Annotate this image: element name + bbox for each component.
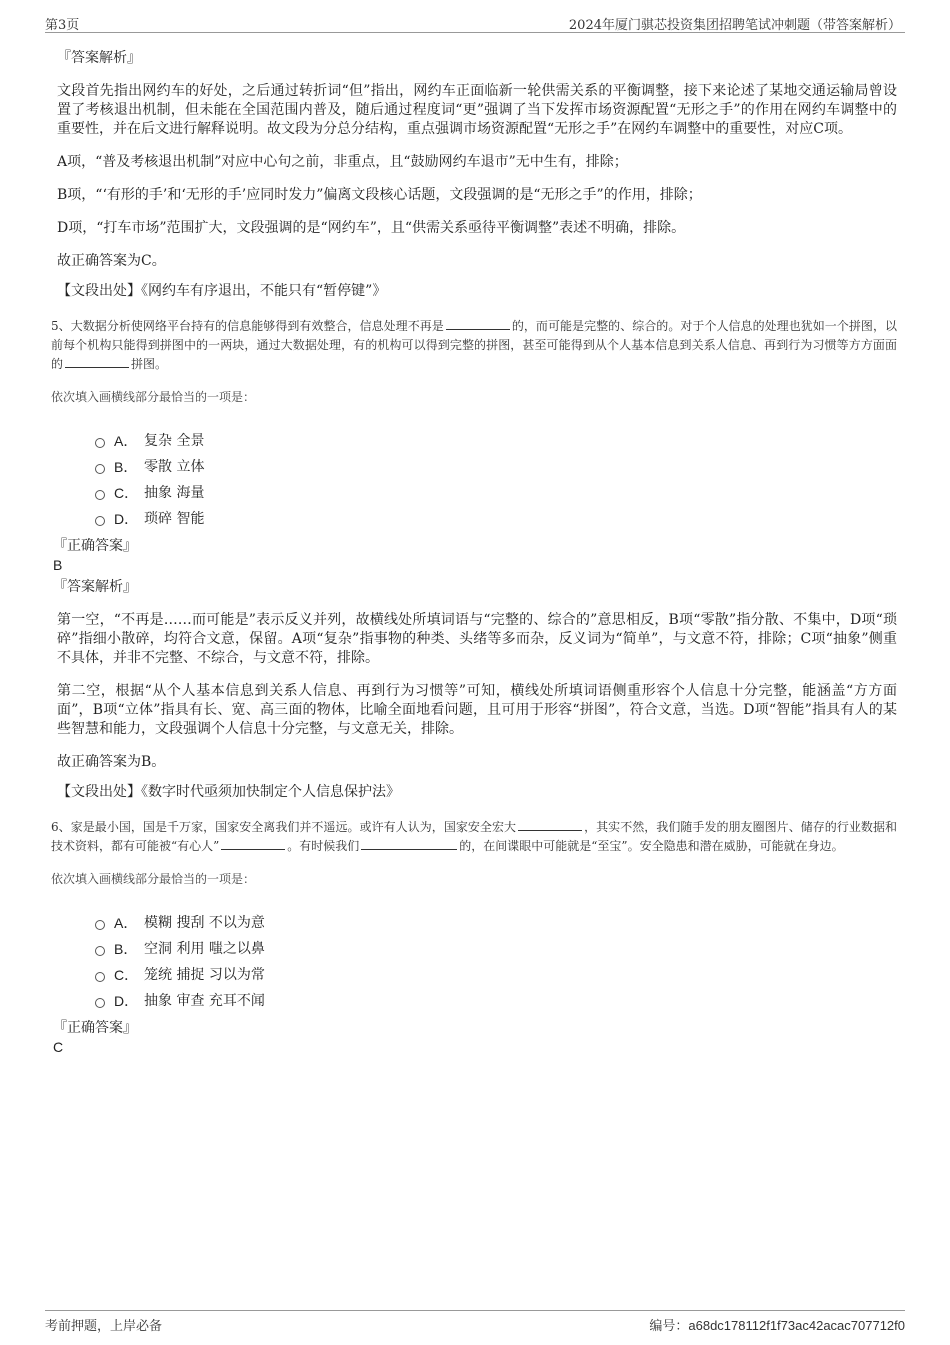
q5-answer-label: 『正确答案』 (53, 538, 137, 554)
q5-prompt: 依次填入画横线部分最恰当的一项是： (51, 390, 256, 404)
q5-text-a: 5、大数据分析使网络平台持有的信息能够得到有效整合，信息处理不再是 (51, 319, 444, 333)
q5-analysis-p2: 第二空，根据“从个人基本信息到关系人信息、再到行为习惯等”可知，横线处所填词语侧重形容个人信息十分完整，能涵盖“方方面面”，B项“立体”指具有长、宽、高三面的物体，比喻全面地看问题，且可用于形容“拼图”，符合文意，当选。D项“智能”指具有人的某些智慧和能力，文段强调个人信息十分完整，与文意无关，排除。 (57, 683, 897, 737)
document-title: 2024年厦门骐芯投资集团招聘笔试冲刺题（带答案解析） (568, 18, 901, 33)
radio-icon[interactable] (95, 438, 105, 448)
q6-blank-1 (518, 818, 582, 831)
q6-option-c[interactable]: C． 笼统 捕捉 习以为常 (95, 962, 897, 988)
q6-text-c: 。有时候我们 (287, 839, 360, 853)
q6-options (95, 910, 897, 1014)
radio-icon[interactable] (95, 998, 105, 1008)
q4-analysis-p2: A项，“普及考核退出机制”对应中心句之前，非重点，且“鼓励网约车退市”无中生有，排除； (57, 154, 628, 170)
q6-text-b: ，其实不然，我们随手发的朋友圈图片、储存的行业数据和技术资料，都有可能被“有心人” (51, 820, 897, 853)
q5-answer: B (53, 557, 63, 573)
page-header (45, 12, 905, 33)
q4-conclusion: 故正确答案为C。 (57, 253, 166, 269)
q6-option-d[interactable]: D． 抽象 审查 充耳不闻 (95, 988, 897, 1014)
q5-analysis-p1: 第一空，“不再是……而可能是”表示反义并列，故横线处所填词语与“完整的、综合的”意思相反，B项“零散”指分散、不集中，D项“琐碎”指细小散碎，均符合文意，保留。A项“复杂”指事物的种类、头绪等多而杂，反义词为“简单”，与文意不符，排除；C项“抽象”侧重不具体，并非不完整、不综合，与文意不符，排除。 (57, 612, 897, 666)
q6-text-a: 6、家是最小国，国是千万家，国家安全离我们并不遥远。或许有人认为，国家安全宏大 (51, 820, 517, 834)
q4-source: 【文段出处】《网约车有序退出，不能只有“暂停键”》 (57, 283, 387, 299)
q6-question (51, 818, 897, 856)
q4-analysis-p1: 文段首先指出网约车的好处，之后通过转折词“但”指出，网约车正面临新一轮供需关系的平衡调整，接下来论述了某地交通运输局曾设置了考核退出机制，但未能在全国范围内普及，随后通过程度词“更”强调了当下发挥市场资源配置“无形之手”的作用在网约车调整中的重要性，并在后文进行解释说明。故文段为分总分结构，重点强调市场资源配置“无形之手”在网约车调整中的重要性，对应C项。 (57, 83, 897, 137)
q5-analysis-label: 『答案解析』 (53, 579, 137, 595)
q6-answer: C (53, 1039, 64, 1055)
q5-question (51, 317, 897, 374)
footer-slogan: 考前押题，上岸必备 (45, 1319, 163, 1334)
q5-option-a[interactable]: A． 复杂 全景 (95, 428, 897, 454)
q5-source: 【文段出处】《数字时代亟须加快制定个人信息保护法》 (57, 784, 400, 800)
page-footer (45, 1310, 905, 1334)
q5-blank-2 (65, 355, 129, 368)
page-number: 第3页 (45, 18, 80, 33)
q5-options (95, 428, 897, 532)
q5-conclusion: 故正确答案为B。 (57, 754, 166, 770)
q5-option-c[interactable]: C． 抽象 海量 (95, 480, 897, 506)
q6-answer-label: 『正确答案』 (53, 1020, 137, 1036)
q6-text-d: 的，在间谍眼中可能就是“至宝”。安全隐患和潜在威胁，可能就在身边。 (459, 839, 844, 853)
main-content (51, 40, 897, 1059)
q5-blank-1 (446, 317, 510, 330)
q6-blank-2 (221, 837, 285, 850)
document-id: 编号：a68dc178112f1f73ac42acac707712f0 (649, 1318, 905, 1333)
radio-icon[interactable] (95, 920, 105, 930)
radio-icon[interactable] (95, 490, 105, 500)
q6-option-a[interactable]: A． 模糊 搜刮 不以为意 (95, 910, 897, 936)
radio-icon[interactable] (95, 464, 105, 474)
q5-text-b: 的，而可能是完整的、综合的。对于个人信息的处理也犹如一个拼图，以前每个机构只能得到拼图中的一两块，通过大数据处理，有的机构可以得到完整的拼图，甚至可能得到从个人基本信息到关系人信息、再到行为习惯等方方面面的 (51, 319, 897, 371)
q4-analysis-label: 『答案解析』 (57, 50, 141, 66)
radio-icon[interactable] (95, 946, 105, 956)
q5-option-b[interactable]: B． 零散 立体 (95, 454, 897, 480)
q4-analysis-p4: D项，“打车市场”范围扩大，文段强调的是“网约车”，且“供需关系亟待平衡调整”表述不明确，排除。 (57, 220, 686, 236)
q4-analysis-p3: B项，“‘有形的手’和‘无形的手’应同时发力”偏离文段核心话题，文段强调的是“无形之手”的作用，排除； (57, 187, 702, 203)
q6-blank-3 (361, 837, 457, 850)
q5-text-c: 拼图。 (131, 357, 168, 371)
q5-option-d[interactable]: D． 琐碎 智能 (95, 506, 897, 532)
q6-prompt: 依次填入画横线部分最恰当的一项是： (51, 872, 256, 886)
q6-option-b[interactable]: B． 空洞 利用 嗤之以鼻 (95, 936, 897, 962)
radio-icon[interactable] (95, 972, 105, 982)
radio-icon[interactable] (95, 516, 105, 526)
